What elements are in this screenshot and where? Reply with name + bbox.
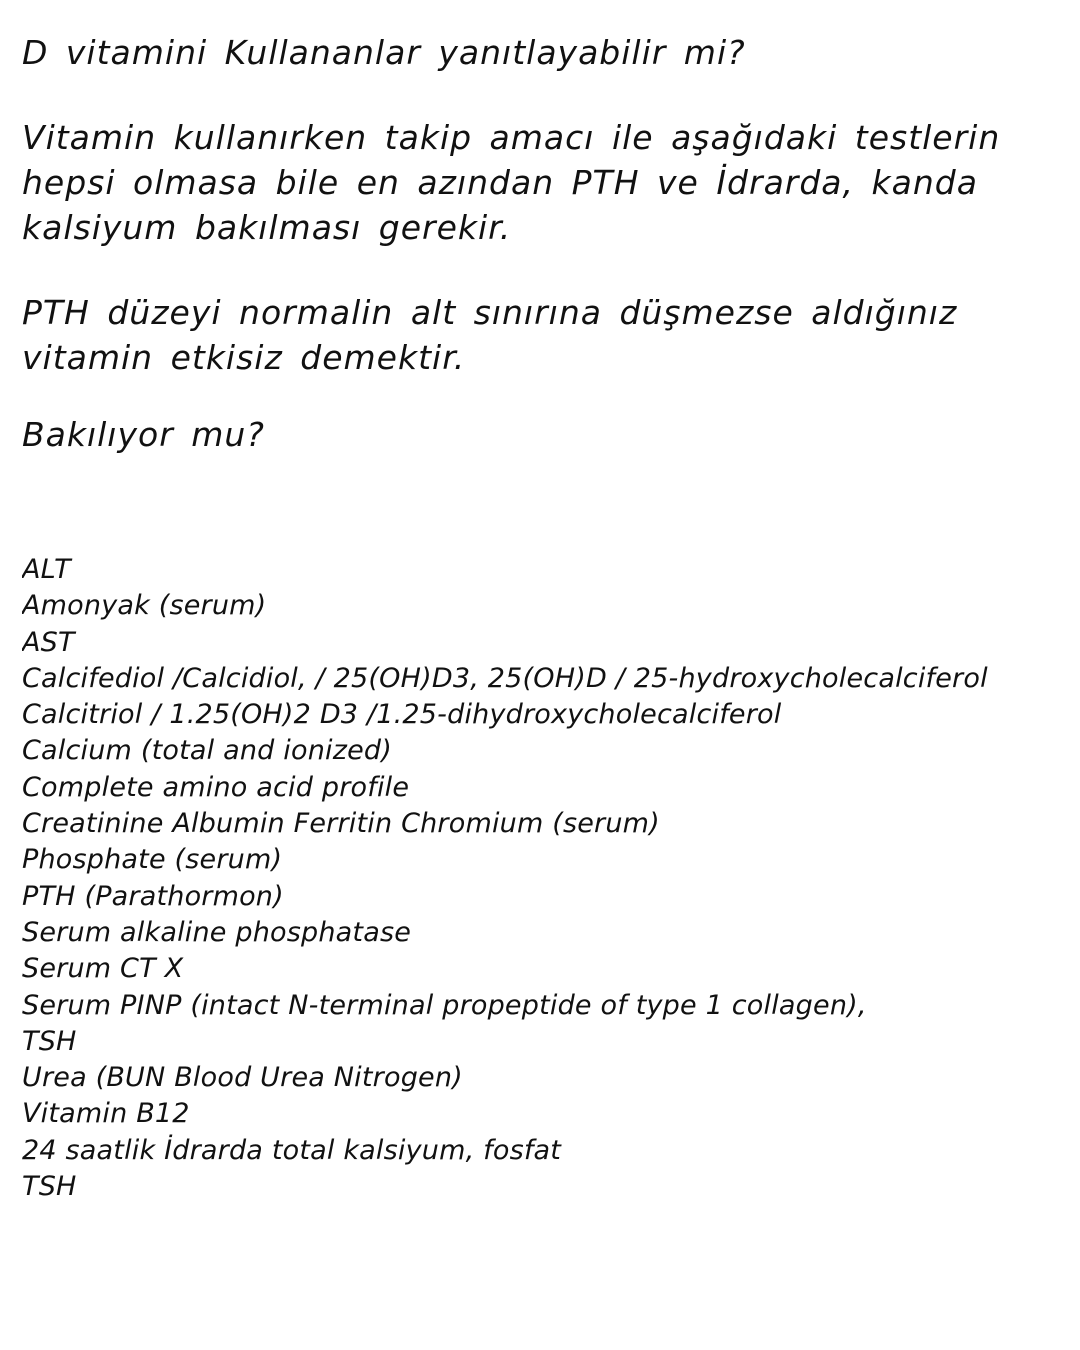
list-item: PTH (Parathormon) [22, 880, 284, 912]
list-item: Vitamin B12 [22, 1098, 190, 1130]
list-item: AST [22, 626, 75, 658]
list-item: Phosphate (serum) [22, 844, 283, 876]
test-list [22, 552, 1072, 1205]
list-item: 24 saatlik İdrarda total kalsiyum, fosfat [22, 1134, 562, 1166]
note-closing-question: Bakılıyor mu? [22, 415, 265, 454]
list-item: Serum alkaline phosphatase [22, 916, 412, 948]
list-item: ALT [22, 554, 71, 585]
list-item: Calcifediol /Calcidiol, / 25(OH)D3, 25(OH)D / 25-hydroxycholecalciferol [22, 662, 988, 694]
note-paragraph-monitoring: Vitamin kullanırken takip amacı ile aşağıdaki testlerin hepsi olmasa bile en azından PTH ve İdrarda, kanda kalsiyum bakılması gerekir. [22, 118, 1001, 247]
list-item: Complete amino acid profile [22, 771, 410, 803]
list-item: Serum CT X [22, 953, 184, 985]
list-item: Creatinine Albumin Ferritin Chromium (serum) [22, 808, 660, 840]
list-item: Serum PINP (intact N-terminal propeptide of type 1 collagen), [22, 989, 867, 1021]
list-item: TSH [22, 1171, 77, 1203]
list-item: Calcitriol / 1.25(OH)2 D3 /1.25-dihydroxycholecalciferol [22, 699, 782, 731]
note-body [22, 30, 1062, 497]
note-question: D vitamini Kullananlar yanıtlayabilir mi? [22, 33, 746, 72]
list-item: Calcium (total and ionized) [22, 735, 392, 767]
list-item: Urea (BUN Blood Urea Nitrogen) [22, 1062, 463, 1094]
list-item: Amonyak (serum) [22, 590, 267, 622]
note-paragraph-pth: PTH düzeyi normalin alt sınırına düşmezse aldığınız vitamin etkisiz demektir. [22, 293, 958, 377]
list-item: TSH [22, 1025, 77, 1057]
